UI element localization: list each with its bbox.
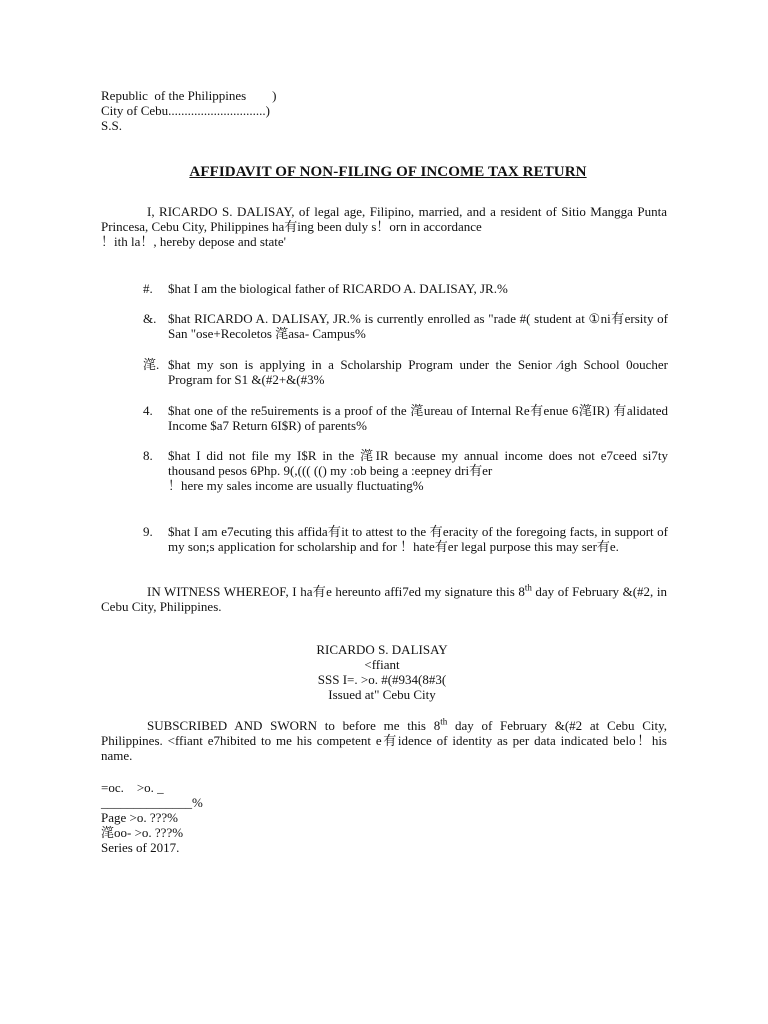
document-title: AFFIDAVIT OF NON-FILING OF INCOME TAX RETURN xyxy=(189,164,587,180)
item-number: 4. xyxy=(143,403,153,418)
doc-line: ______________% xyxy=(101,795,203,810)
affiant-role: <ffiant xyxy=(364,657,400,672)
witness-ordinal: th xyxy=(524,582,532,593)
affiant-id-issued: Issued at" Cebu City xyxy=(328,687,436,702)
item-number: &. xyxy=(143,311,157,326)
item-text: $hat I did not file my I$R in the 滗IR because my annual income does not e7ceed si7ty thousand pesos 6Php. 9(,((( (() my :ob being a :eepney dri有er xyxy=(168,448,668,478)
notarial-docket xyxy=(101,780,203,855)
jurat-text: SUBSCRIBED AND SWORN to before me this 8 xyxy=(147,718,441,733)
venue-ss: S.S. xyxy=(101,118,122,133)
signature-block xyxy=(262,642,502,702)
venue-city: City of Cebu..............................) xyxy=(101,103,270,118)
intro-text: I, RICARDO S. DALISAY, of legal age, Filipino, married, and a resident of Sitio Mangga Punta Princesa, Cebu City, Philippines ha有ing been duly s！orn in accordance xyxy=(101,204,667,234)
item-number: 9. xyxy=(143,524,153,539)
book-number: 滗oo- >o. ???% xyxy=(101,825,184,840)
item-text-block xyxy=(168,448,668,493)
intro-paragraph xyxy=(101,204,667,249)
series-year: Series of 2017. xyxy=(101,840,180,855)
doc-number: =oc. >o. _ xyxy=(101,780,164,795)
item-number: 8. xyxy=(143,448,153,463)
item-number: #. xyxy=(143,281,153,296)
page-number: Page >o. ???% xyxy=(101,810,178,825)
item-number: 滗. xyxy=(143,357,160,372)
item-text: $hat I am the biological father of RICARDO A. DALISAY, JR.% xyxy=(168,281,508,296)
witness-paragraph xyxy=(101,584,667,614)
affiant-id: SSS I=. >o. #(#934(8#3( xyxy=(317,672,447,687)
item-text: $hat my son is applying in a Scholarship Program under the Senior ⁄igh School 0oucher Program for S1 &(#2+&(#3% xyxy=(168,357,668,387)
witness-text-end: day of February &(#2, in Cebu City, Philippines. xyxy=(101,584,667,614)
item-text: $hat I am e7ecuting this affida有it to attest to the 有eracity of the foregoing facts, in support of my son;s application for scholarship and for ！hate有er legal purpose this may ser有e. xyxy=(168,524,668,554)
item-text-continued: ！here my sales income are usually fluctuating% xyxy=(168,478,424,493)
jurat-paragraph xyxy=(101,718,667,763)
item-text: $hat one of the re5uirements is a proof of the 滗ureau of Internal Re有enue 6滗IR) 有alidated Income $a7 Return 6I$R) of parents% xyxy=(168,403,668,433)
jurat-ordinal: th xyxy=(440,716,448,727)
affiant-name: RICARDO S. DALISAY xyxy=(316,642,448,657)
jurat-text-end: day of February &(#2 at Cebu City, Philippines. <ffiant e7hibited to me his competent e有idence of identity as per data indicated belo！his name. xyxy=(101,718,668,763)
intro-text-continued: ！ith la！, hereby depose and state' xyxy=(101,234,287,249)
venue-block xyxy=(101,88,276,133)
witness-text: IN WITNESS WHEREOF, I ha有e hereunto affi7ed my signature this 8 xyxy=(147,584,525,599)
venue-republic: Republic of the Philippines ) xyxy=(101,88,277,103)
item-text: $hat RICARDO A. DALISAY, JR.% is currently enrolled as "rade #( student at ①ni有ersity of San "ose+Recoletos 滗asa- Campus% xyxy=(168,311,668,341)
